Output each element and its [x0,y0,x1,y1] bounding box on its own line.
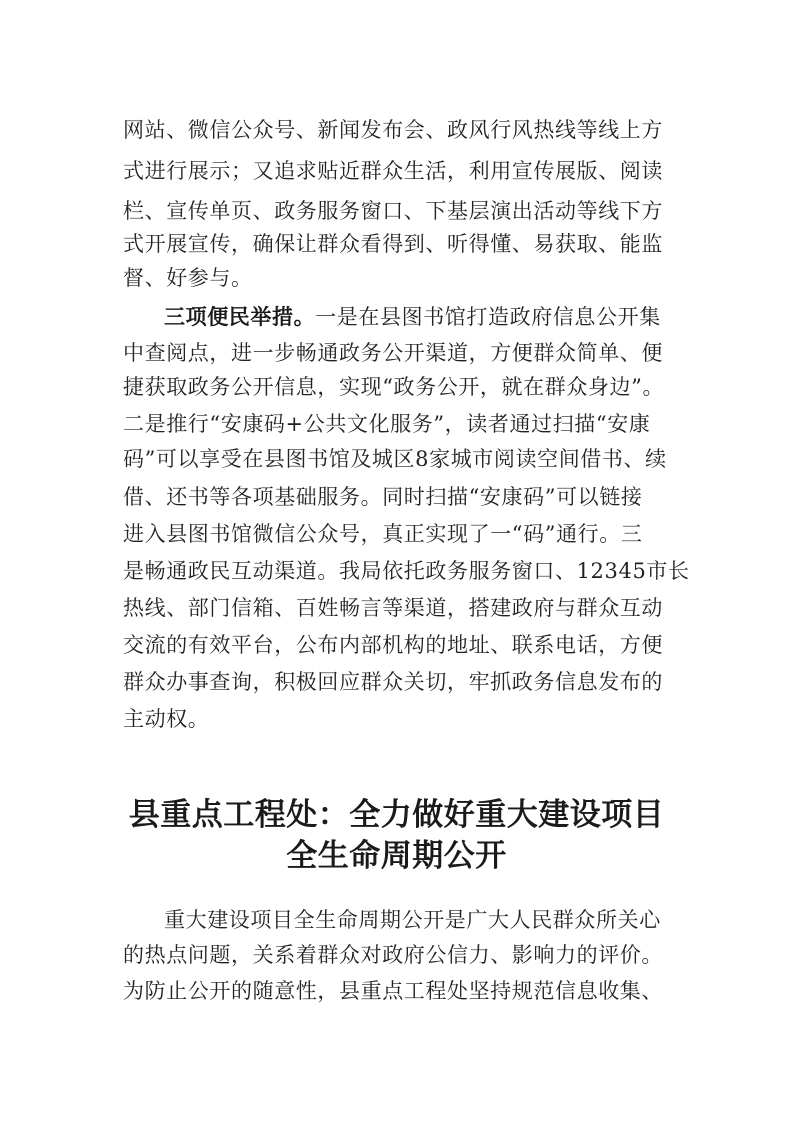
paragraph-2-line-9: 热线、部门信箱、百姓畅言等渠道，搭建政府与群众互动 [123,596,663,620]
paragraph-1-line-3: 栏、宣传单页、政务服务窗口、下基层演出活动等线下方 [123,199,663,223]
paragraph-2-line-2: 中查阅点，进一步畅通政务公开渠道，方便群众简单、便 [123,341,663,365]
section-heading-line-1: 县重点工程处：全力做好重大建设项目 [128,797,665,833]
paragraph-1-line-1: 网站、微信公众号、新闻发布会、政风行风热线等线上方 [123,118,663,142]
paragraph-2-line-4: 二是推行“安康码+公共文化服务”，读者通过扫描“安康 [123,412,651,436]
section-heading-line-2: 全生命周期公开 [286,838,507,874]
paragraph-2-first-line-text: 一是在县图书馆打造政府信息公开集 [315,305,661,329]
paragraph-1-line-4: 式开展宣传，确保让群众看得到、听得懂、易获取、能监 [123,232,663,256]
paragraph-2-line-12: 主动权。 [123,707,210,731]
paragraph-2-first-line [164,301,683,333]
paragraph-1-line-5: 督、好参与。 [123,266,253,290]
paragraph-2-line-7: 进入县图书馆微信公众号，真正实现了一“码”通行。三 [123,522,643,546]
paragraph-2-line-6: 借、还书等各项基础服务。同时扫描“安康码”可以链接 [123,485,643,509]
paragraph-2-line-5: 码”可以享受在县图书馆及城区8家城市阅读空间借书、续 [123,447,667,471]
paragraph-1-line-2: 式进行展示；又追求贴近群众生活，利用宣传展版、阅读 [123,159,663,183]
paragraph-3-line-1: 重大建设项目全生命周期公开是广大人民群众所关心 [164,908,661,932]
paragraph-3-line-3: 为防止公开的随意性，县重点工程处坚持规范信息收集、 [123,979,663,1003]
paragraph-2-line-10: 交流的有效平台，公布内部机构的地址、联系电话，方便 [123,633,663,657]
paragraph-3-line-2: 的热点问题，关系着群众对政府公信力、影响力的评价。 [123,943,663,967]
paragraph-2-line-8: 是畅通政民互动渠道。我局依托政务服务窗口、12345市长 [123,559,690,583]
paragraph-2-line-3: 捷获取政务公开信息，实现“政务公开，就在群众身边”。 [123,375,665,399]
paragraph-2-line-11: 群众办事查询，积极回应群众关切，牢抓政务信息发布的 [123,670,663,694]
paragraph-2-lead: 三项便民举措。 [164,304,316,329]
